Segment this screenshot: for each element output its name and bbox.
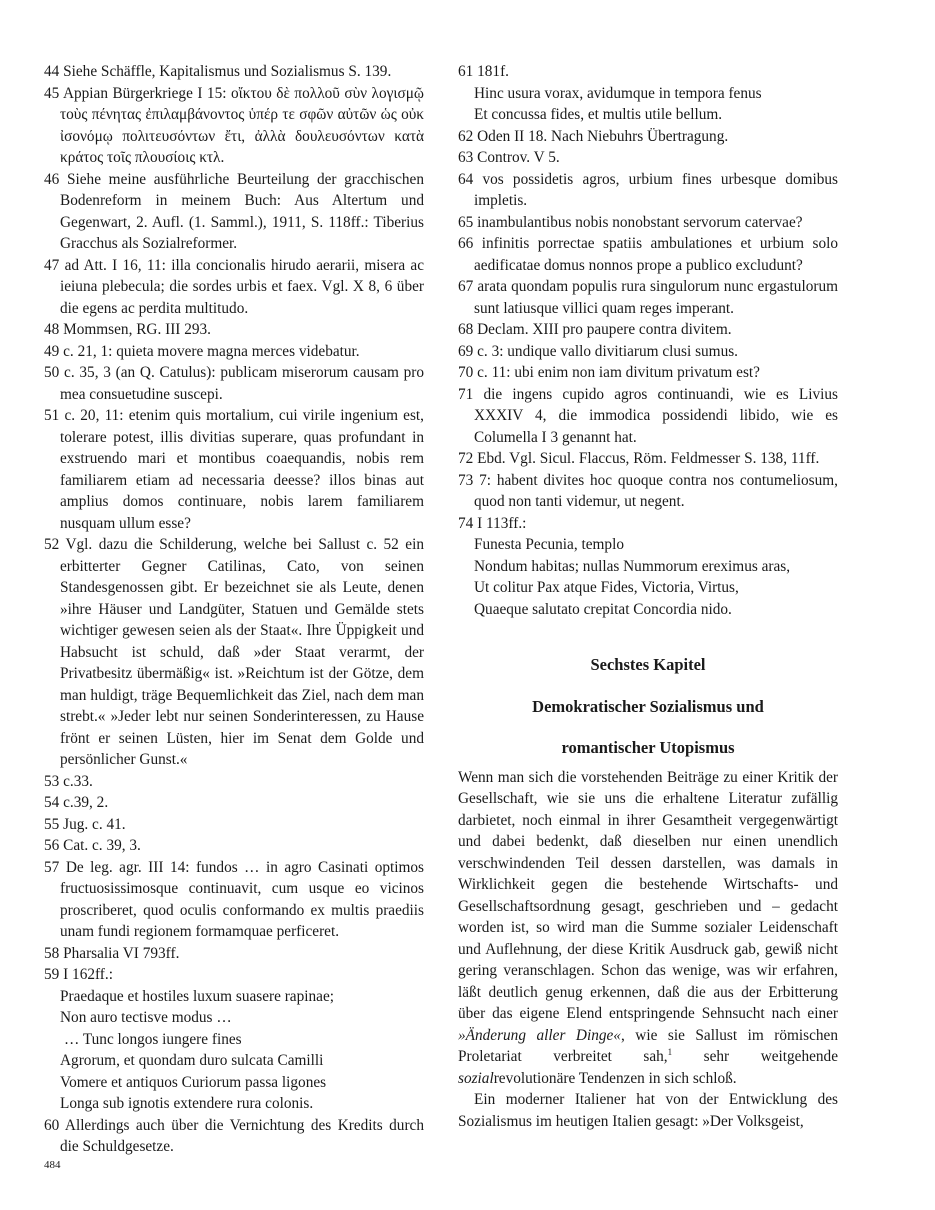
- footnote-70: [458, 362, 838, 384]
- footnote-number: 46: [44, 170, 60, 188]
- footnote-62: [458, 126, 838, 148]
- verse-line: Longa sub ignotis extendere rura colonis.: [60, 1095, 314, 1112]
- footnotes-right-column: [458, 61, 838, 620]
- footnote-50: [44, 362, 424, 405]
- footnote-text: Ebd. Vgl. Sicul. Flaccus, Röm. Feldmesser S. 138, 11ff.: [477, 450, 820, 467]
- footnote-number: 72: [458, 450, 474, 467]
- footnote-71: [458, 384, 838, 449]
- footnote-57: [44, 857, 424, 943]
- footnote-number: 61: [458, 63, 474, 80]
- footnote-number: 55: [44, 815, 60, 833]
- page-number: 484: [44, 1159, 61, 1171]
- footnote-44: [44, 61, 424, 83]
- footnote-number: 67: [458, 278, 474, 295]
- footnote-text: vos possidetis agros, urbium fines urbesque domibus impletis.: [474, 170, 838, 209]
- footnote-48: [44, 319, 424, 341]
- footnote-text: 181f.: [477, 63, 509, 80]
- footnote-number: 47: [44, 256, 60, 274]
- footnote-number: 52: [44, 536, 60, 553]
- footnotes-left-column: [44, 61, 424, 1158]
- footnote-text: Siehe Schäffle, Kapitalismus und Sozialismus S. 139.: [63, 63, 392, 80]
- footnote-65: [458, 212, 838, 234]
- verse-line: Hinc usura vorax, avidumque in tempora fenus: [474, 84, 762, 102]
- footnote-69: [458, 341, 838, 363]
- verse-line: Praedaque et hostiles luxum suasere rapinae;: [60, 987, 334, 1005]
- footnote-number: 51: [44, 407, 60, 424]
- footnote-text: De leg. agr. III 14: fundos … in agro Casinati optimos fructuosissimosque continuavit, cum usque eo vicinos proscriberet, quod oculis conformando ex multis praediis unam fundi regionem formamquae perficeret.: [60, 858, 424, 940]
- footnote-61: [458, 61, 838, 83]
- verse-line: … Tunc longos iungere fines: [64, 1030, 242, 1048]
- verse-line: Vomere et antiquos Curiorum passa ligones: [60, 1073, 327, 1091]
- right-column: [458, 61, 838, 1132]
- footnote-number: 65: [458, 213, 474, 231]
- footnote-text: Oden II 18. Nach Niebuhrs Übertragung.: [477, 127, 729, 145]
- footnote-number: 71: [458, 385, 474, 403]
- body-paragraph-2: Ein moderner Italiener hat von der Entwicklung des Sozialismus im heutigen Italien gesagt: »Der Volksgeist,: [458, 1091, 838, 1130]
- footnote-74: [458, 513, 838, 535]
- footnote-text: c. 21, 1: quieta movere magna merces videbatur.: [63, 342, 360, 360]
- footnote-55: [44, 814, 424, 836]
- chapter-label: Sechstes Kapitel: [590, 655, 706, 674]
- footnote-number: 70: [458, 364, 474, 381]
- footnote-45: [44, 83, 424, 169]
- verse-line: Quaeque salutato crepitat Concordia nido.: [474, 600, 732, 618]
- verse-line: Funesta Pecunia, templo: [474, 536, 624, 553]
- footnote-text: Pharsalia VI 793ff.: [63, 944, 180, 962]
- footnote-text: c. 35, 3 (an Q. Catulus): publicam miserorum causam pro mea consuetudine suscepi.: [60, 364, 425, 403]
- footnote-number: 66: [458, 235, 474, 252]
- footnote-text: Mommsen, RG. III 293.: [63, 321, 211, 338]
- footnote-number: 62: [458, 127, 474, 145]
- footnote-47: [44, 255, 424, 320]
- footnote-66: [458, 233, 838, 276]
- footnote-number: 53: [44, 772, 60, 790]
- footnote-number: 45: [44, 84, 60, 102]
- chapter-title-line-1: Demokratischer Sozialismus und: [532, 696, 764, 716]
- footnote-number: 48: [44, 321, 60, 338]
- footnote-number: 60: [44, 1116, 60, 1134]
- footnote-53: [44, 771, 424, 793]
- footnote-60: [44, 1115, 424, 1158]
- footnote-58: [44, 943, 424, 965]
- footnote-number: 74: [458, 514, 474, 532]
- footnote-number: 50: [44, 364, 60, 381]
- footnote-text: ad Att. I 16, 11: illa concionalis hirudo aerarii, misera ac ieiuna plebecula; die sordes urbis et faex. Vgl. X 8, 6 über die egens ac perdita multitudo.: [60, 256, 425, 317]
- footnote-text: Jug. c. 41.: [63, 815, 126, 833]
- footnote-67: [458, 276, 838, 319]
- footnote-52: [44, 534, 424, 771]
- footnote-number: 54: [44, 794, 60, 811]
- verse-line: Non auro tectisve modus …: [60, 1009, 232, 1026]
- footnote-number: 73: [458, 471, 474, 489]
- footnote-text: Declam. XIII pro paupere contra divitem.: [477, 321, 732, 338]
- footnote-text: infinitis porrectae spatiis ambulationes et urbium solo aedificatae domus nonnos prope a publico excludunt?: [474, 235, 838, 274]
- verse-line: Ut colitur Pax atque Fides, Victoria, Virtus,: [474, 579, 739, 596]
- footnote-49: [44, 341, 424, 363]
- footnote-text: I 162ff.:: [63, 966, 113, 983]
- footnote-number: 63: [458, 149, 474, 166]
- footnote-number: 44: [44, 63, 60, 80]
- footnote-number: 56: [44, 837, 60, 854]
- footnote-56: [44, 835, 424, 857]
- footnote-text: c. 11: ubi enim non iam divitum privatum est?: [477, 364, 760, 381]
- footnote-number: 64: [458, 170, 474, 188]
- footnote-number: 59: [44, 966, 60, 983]
- footnote-text: Appian Bürgerkriege I 15: οἴκτου δὲ πολλοῦ σὺν λογισμῷ τοὺς πένητας ἐπιλαμβάνοντος ὑπέρ τε σφῶν αὐτῶν ὡς οὐκ ἰσονόμῳ πολιτευσόντων ἔτι, ἀλλὰ δουλευσόντων κατὰ κράτος τοῖς πλουσίοις κτλ.: [60, 84, 424, 166]
- footnote-text: Vgl. dazu die Schilderung, welche bei Sallust c. 52 ein erbitterter Gegner Catilinas, Cato, von seinen Standesgenossen gibt. Er bezeichnet sie als Leute, denen »ihre Häuser und Landgüter, Statuen und Gemälde stets wichtiger gewesen seien als der Staat«. Ihre Üppigkeit und Habsucht ist schuld, daß »der Staat verarmt, der Privatbesitz übermäßig« ist. »Reichtum ist der Götze, dem man huldigt, träge Bequemlichkeit das Ziel, nach dem man strebt.« »Jeder lebt nur seinen Sonderinteressen, zu Hause frönt er seinen Lüsten, hier im Senat dem Golde und persönlicher Gunst.«: [60, 536, 424, 768]
- footnote-text: c. 20, 11: etenim quis mortalium, cui virile ingenium est, tolerare potest, illis divitias superare, quas profundant in exstruendo mari et montibus coaequandis, nobis rem familiarem etiam ad necessaria deesse? illos binas aut amplius domos continuare, nobis larem familiarem nusquam ullum esse?: [60, 407, 424, 532]
- footnote-text: die ingens cupido agros continuandi, wie es Livius XXXIV 4, die immodica possidendi libido, wie es Columella I 3 genannt hat.: [474, 385, 838, 446]
- verse-line: Nondum habitas; nullas Nummorum ereximus aras,: [474, 557, 791, 575]
- footnote-text: Siehe meine ausführliche Beurteilung der gracchischen Bodenreform in meinem Buch: Aus Altertum und Gegenwart, 2. Aufl. (1. Samml.), 1911, S. 118ff.: Tiberius Gracchus als Sozialreformer.: [60, 170, 424, 252]
- footnote-text: inambulantibus nobis nonobstant servorum catervae?: [477, 213, 803, 231]
- footnote-54: [44, 792, 424, 814]
- footnote-68: [458, 319, 838, 341]
- body-paragraph-1: Wenn man sich die vorstehenden Beiträge zu einer Kritik der Gesellschaft, wie sie uns die erhaltene Literatur zufällig darbietet, noch einmal in ihrer Gesamtheit vergegenwärtigt und dabei bedenkt, daß dieselben nur einen unendlich verschwindenden Teil dessen darstellen, was damals in Wirklichkeit gegen die bestehende Wirtschafts- und Gesellschaftsordnung gesagt, geschrieben und – gedacht worden ist, so wird man die Summe sozialer Leidenschaft und Auflehnung, der diese Kritik Ausdruck gab, gewiß nicht gering veranschlagen. Schon das wenige, was wir erfahren, läßt deutlich genug erkennen, daß die aus der Erbitterung über das eigene Elend entspringende Sehnsucht nach einer »Änderung aller Dinge«, wie sie Sallust im römischen Proletariat verbreitet sah,$^1$ sehr weitgehende sozialrevolutionäre Tendenzen in sich schloß.: [458, 768, 838, 1087]
- footnote-number: 57: [44, 858, 60, 876]
- footnote-59: [44, 964, 424, 986]
- footnote-64: [458, 169, 838, 212]
- footnote-73: [458, 470, 838, 513]
- footnote-text: Allerdings auch über die Vernichtung des Kredits durch die Schuldgesetze.: [60, 1116, 424, 1155]
- footnote-51: [44, 405, 424, 534]
- footnote-text: c.33.: [63, 772, 93, 790]
- footnote-text: 7: habent divites hoc quoque contra nos contumeliosum, quod non tanti videmur, ut negent.: [474, 471, 838, 510]
- footnote-ref: 1: [667, 1046, 673, 1057]
- chapter-title-line-2: romantischer Utopismus: [561, 738, 735, 757]
- footnote-text: Cat. c. 39, 3.: [63, 837, 141, 854]
- footnote-text: arata quondam populis rura singulorum nunc ergastulorum sunt latiusque villici quam reges imperant.: [474, 278, 838, 317]
- footnote-text: c. 3: undique vallo divitiarum clusi sumus.: [477, 342, 738, 360]
- verse-line: Et concussa fides, et multis utile bellum.: [474, 106, 723, 123]
- footnote-63: [458, 147, 838, 169]
- footnote-72: [458, 448, 838, 470]
- footnote-text: I 113ff.:: [477, 514, 527, 532]
- footnote-46: [44, 169, 424, 255]
- footnote-number: 49: [44, 342, 60, 360]
- verse-line: Agrorum, et quondam duro sulcata Camilli: [60, 1052, 324, 1069]
- footnote-text: c.39, 2.: [63, 794, 109, 811]
- footnote-text: Controv. V 5.: [477, 149, 560, 166]
- footnote-number: 69: [458, 342, 474, 360]
- footnote-number: 58: [44, 944, 60, 962]
- footnote-number: 68: [458, 321, 474, 338]
